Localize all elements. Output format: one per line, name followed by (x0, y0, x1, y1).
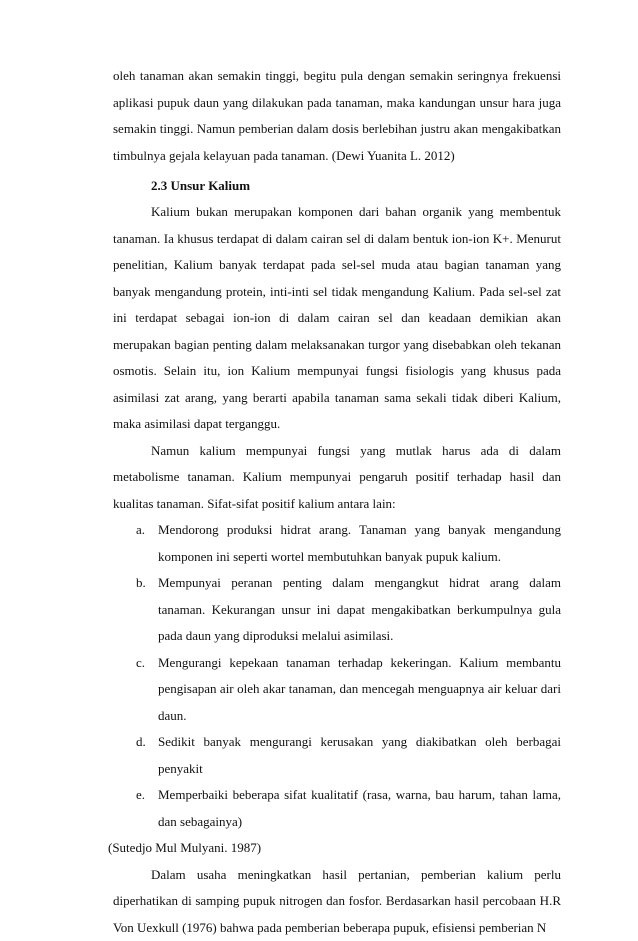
list-item (113, 570, 561, 650)
kalium-properties-list (113, 517, 561, 835)
list-item-text: Mempunyai peranan penting dalam mengangkut hidrat arang dalam tanaman. Kekurangan unsur ini dapat mengakibatkan berkumpulnya gula pada daun yang diproduksi melalui asimilasi. (158, 575, 561, 643)
citation-source: (Sutedjo Mul Mulyani. 1987) (108, 835, 561, 862)
list-marker: d. (136, 729, 146, 756)
list-marker: a. (136, 517, 145, 544)
list-item-text: Mendorong produksi hidrat arang. Tanaman yang banyak mengandung komponen ini seperti wortel membutuhkan banyak pupuk kalium. (158, 522, 561, 564)
paragraph-kalium-function: Namun kalium mempunyai fungsi yang mutlak harus ada di dalam metabolisme tanaman. Kalium mempunyai pengaruh positif terhadap hasil dan kualitas tanaman. Sifat-sifat positif kalium antara lain: (113, 438, 561, 518)
section-heading: 2.3 Unsur Kalium (113, 173, 561, 199)
paragraph-continued-text: oleh tanaman akan semakin tinggi, begitu pula dengan semakin seringnya frekuensi aplikasi pupuk daun yang dilakukan pada tanaman, maka kandungan unsur hara juga semakin tinggi. Namun pemberian dalam dosis berlebihan justru akan mengakibatkan timbulnya gejala kelayuan pada tanaman. (Dewi Yuanita L. 2012) (113, 63, 561, 169)
list-item (113, 650, 561, 730)
list-marker: c. (136, 650, 145, 677)
list-item-text: Mengurangi kepekaan tanaman terhadap kekeringan. Kalium membantu pengisapan air oleh akar tanaman, dan mencegah menguapnya air keluar dari daun. (158, 655, 561, 723)
list-item (113, 517, 561, 570)
text-body (113, 63, 561, 941)
list-item-text: Sedikit banyak mengurangi kerusakan yang diakibatkan oleh berbagai penyakit (158, 734, 561, 776)
list-marker: e. (136, 782, 145, 809)
paragraph-fertilization: Dalam usaha meningkatkan hasil pertanian, pemberian kalium perlu diperhatikan di samping pupuk nitrogen dan fosfor. Berdasarkan hasil percobaan H.R Von Uexkull (1976) bahwa pada pemberian beberapa pupuk, efisiensi pemberian N (113, 862, 561, 941)
list-item (113, 782, 561, 835)
paragraph-kalium-intro: Kalium bukan merupakan komponen dari bahan organik yang membentuk tanaman. Ia khusus terdapat di dalam cairan sel di dalam bentuk ion-ion K+. Menurut penelitian, Kalium banyak terdapat pada sel-sel muda atau bagian tanaman yang banyak mengandung protein, inti-inti sel tidak mengandung Kalium. Pada sel-sel zat ini terdapat sebagai ion-ion di dalam cairan sel dan keadaan demikian akan merupakan bagian penting dalam melaksanakan turgor yang disebabkan oleh tekanan osmotis. Selain itu, ion Kalium mempunyai fungsi fisiologis yang khusus pada asimilasi zat arang, yang berarti apabila tanaman sama sekali tidak diberi Kalium, maka asimilasi dapat terganggu. (113, 199, 561, 438)
list-item-text: Memperbaiki beberapa sifat kualitatif (rasa, warna, bau harum, tahan lama, dan sebagainya) (158, 787, 561, 829)
list-item (113, 729, 561, 782)
list-marker: b. (136, 570, 146, 597)
